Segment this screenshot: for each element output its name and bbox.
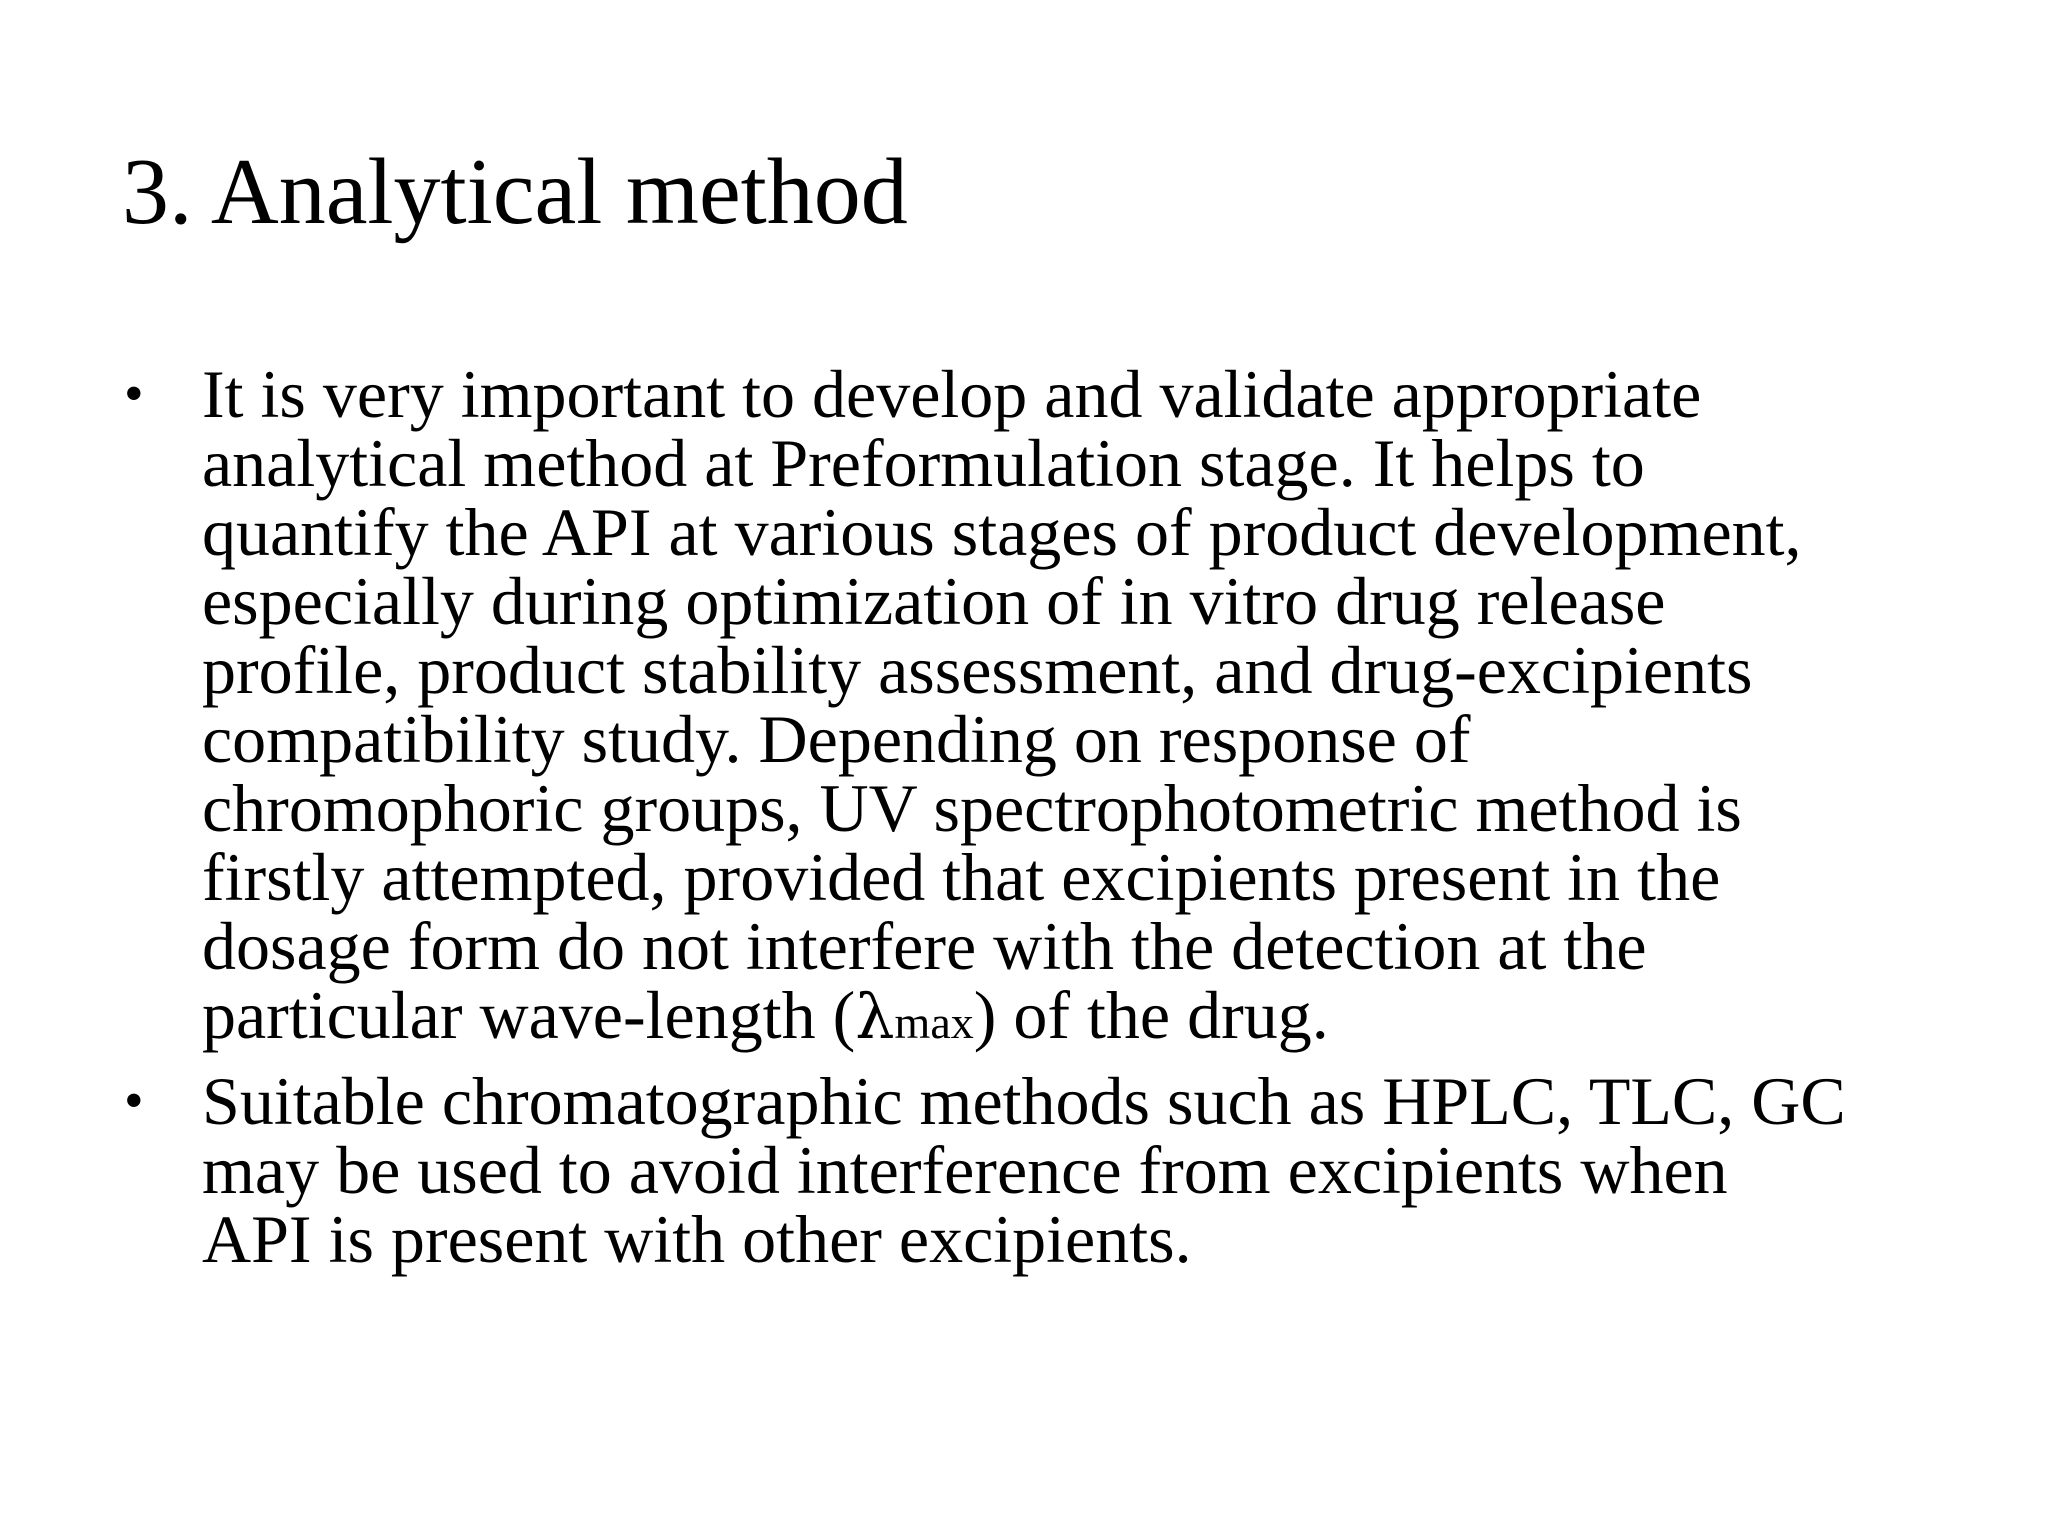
bullet-text-line: API is present with other excipients. [202, 1201, 1192, 1277]
bullet-text-line-lambda [202, 977, 2002, 1057]
bullet-text-line: especially during optimization of in vitro drug release [202, 563, 1666, 639]
wavelength-prefix: particular wave-length ( [202, 977, 856, 1053]
bullet-text-line: Suitable chromatographic methods such as HPLC, TLC, GC [202, 1063, 1846, 1139]
lambda-symbol: λ [855, 980, 895, 1053]
bullet-icon: • [124, 1070, 144, 1132]
bullet-text-line: quantify the API at various stages of product development, [202, 494, 1802, 570]
bullet-text-line: analytical method at Preformulation stage. It helps to [202, 425, 1645, 501]
lambda-subscript: max [894, 997, 974, 1048]
bullet-item-chromatographic-methods [122, 1063, 2002, 1277]
bullet-text-line: dosage form do not interfere with the detection at the [202, 908, 1647, 984]
bullet-text-line: may be used to avoid interference from excipients when [202, 1132, 1728, 1208]
bullet-list [122, 356, 2002, 1284]
bullet-text-line: chromophoric groups, UV spectrophotometric method is [202, 770, 1742, 846]
bullet-text-line: compatibility study. Depending on response of [202, 701, 1471, 777]
bullet-text-line: firstly attempted, provided that excipients present in the [202, 839, 1721, 915]
wavelength-suffix: ) of the drug. [973, 977, 1329, 1053]
bullet-icon: • [124, 363, 144, 425]
bullet-text-line: It is very important to develop and validate appropriate [202, 356, 1702, 432]
bullet-item-analytical-method [122, 356, 2002, 1057]
bullet-text-line: profile, product stability assessment, and drug-excipients [202, 632, 1753, 708]
slide-title: 3. Analytical method [122, 140, 908, 244]
